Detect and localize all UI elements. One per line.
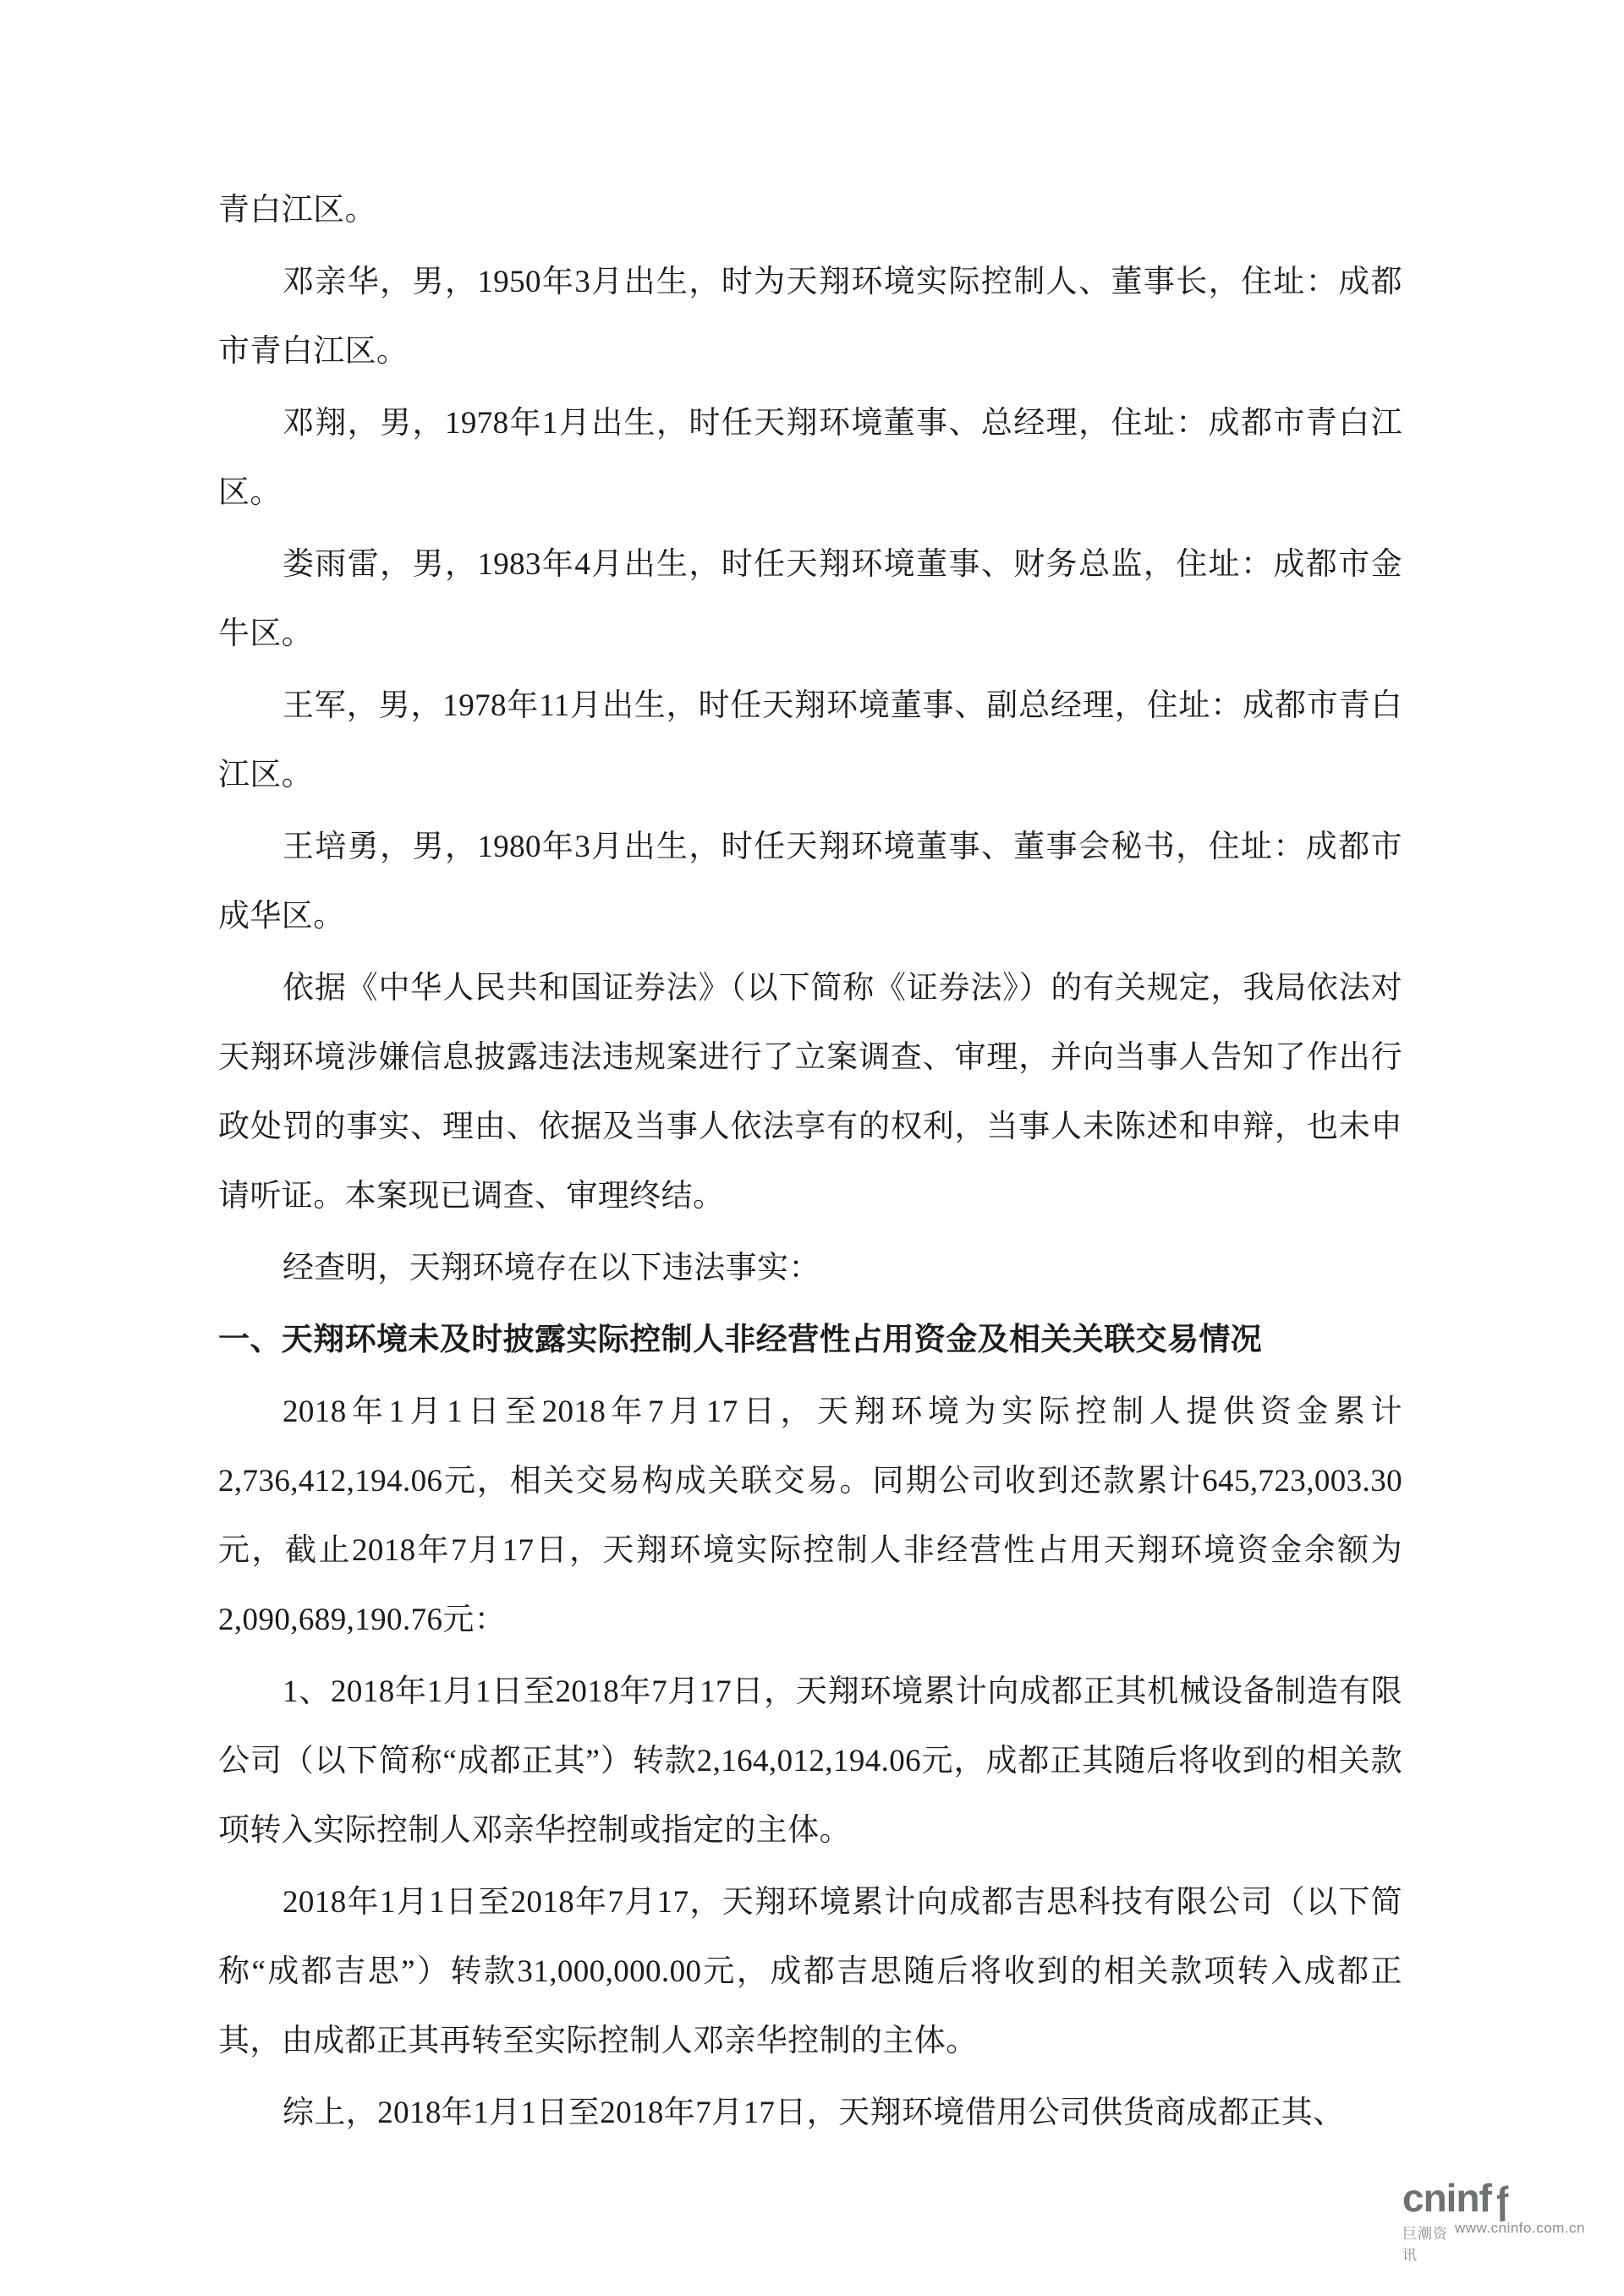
paragraph: 2018年1月1日至2018年7月17，天翔环境累计向成都吉思科技有限公司（以下简称“成都吉思”）转款31,000,000.00元，成都吉思随后将收到的相关款项转入成都正其，由成都正其再转至实际控制人邓亲华控制的主体。	[218, 1885, 1402, 2058]
section-heading-one: 一、天翔环境未及时披露实际控制人非经营性占用资金及相关关联交易情况	[218, 1323, 1263, 1357]
cninfo-logo-text: cninf	[1402, 2176, 1491, 2220]
paragraph: 青白江区。	[218, 193, 376, 227]
watermark-subtitle-cn: 巨潮资讯	[1402, 2226, 1448, 2263]
paragraph: 邓翔，男，1978年1月出生，时任天翔环境董事、总经理，住址：成都市青白江区。	[218, 406, 1402, 510]
paragraph: 邓亲华，男，1950年3月出生，时为天翔环境实际控制人、董事长，住址：成都市青白江区。	[218, 265, 1402, 369]
watermark-subtitle-row	[1402, 2220, 1585, 2264]
paragraph: 综上，2018年1月1日至2018年7月17日，天翔环境借用公司供货商成都正其、	[283, 2096, 1345, 2130]
paragraph: 王军，男，1978年11月出生，时任天翔环境董事、副总经理，住址：成都市青白江区。	[218, 688, 1402, 792]
cninfo-watermark	[1402, 2178, 1588, 2264]
paragraph: 经查明，天翔环境存在以下违法事实：	[283, 1251, 820, 1285]
paragraph: 依据《中华人民共和国证券法》（以下简称《证券法》）的有关规定，我局依法对天翔环境涉嫌信息披露违法违规案进行了立案调查、审理，并向当事人告知了作出行政处罚的事实、理由、依据及当事人依法享有的权利，当事人未陈述和申辩，也未申请听证。本案现已调查、审理终结。	[218, 971, 1402, 1214]
swoosh-icon: ƒ	[1488, 2178, 1517, 2223]
paragraph: 1、2018年1月1日至2018年7月17日，天翔环境累计向成都正其机械设备制造有限公司（以下简称“成都正其”）转款2,164,012,194.06元，成都正其随后将收到的相关款项转入实际控制人邓亲华控制或指定的主体。	[218, 1674, 1402, 1848]
watermark-url: www.cninfo.com.cn	[1455, 2220, 1585, 2236]
paragraph: 王培勇，男，1980年3月出生，时任天翔环境董事、董事会秘书，住址：成都市成华区。	[218, 830, 1402, 934]
paragraph: 2018年1月1日至2018年7月17日，天翔环境为实际控制人提供资金累计2,736,412,194.06元，相关交易构成关联交易。同期公司收到还款累计645,723,003.30元，截止2018年7月17日，天翔环境实际控制人非经营性占用天翔环境资金余额为2,090,689,190.76元：	[218, 1395, 1402, 1637]
document-body	[218, 176, 1402, 2151]
paragraph: 娄雨雷，男，1983年4月出生，时任天翔环境董事、财务总监，住址：成都市金牛区。	[218, 547, 1402, 651]
cninfo-logo	[1402, 2176, 1517, 2223]
